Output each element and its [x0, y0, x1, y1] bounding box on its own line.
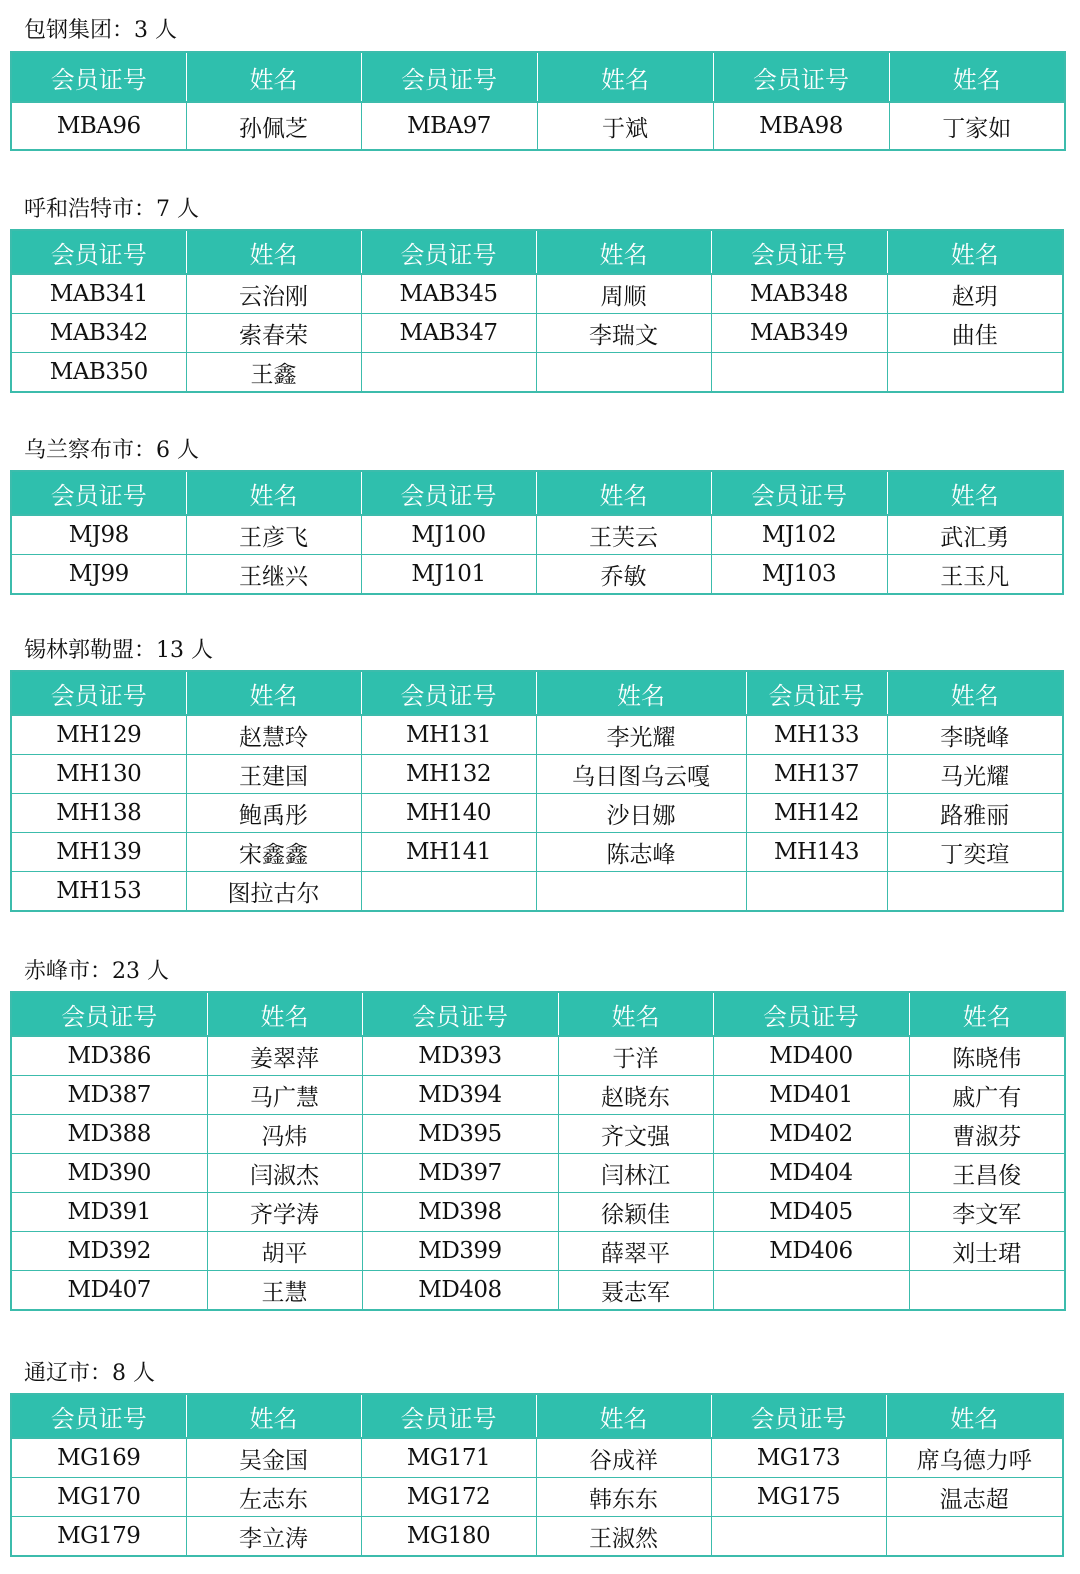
- member-id: MJ101: [361, 555, 536, 595]
- member-name: 曲佳: [887, 314, 1063, 353]
- member-id: MAB347: [361, 314, 536, 353]
- member-name: 聂志军: [558, 1271, 713, 1311]
- member-id: MAB345: [361, 274, 536, 314]
- member-name: 丁奕瑄: [887, 833, 1063, 872]
- table-row: [11, 715, 1063, 755]
- header-name: 姓名: [207, 992, 362, 1036]
- member-id: MAB349: [711, 314, 887, 353]
- member-id: MD408: [362, 1271, 558, 1311]
- member-id: MAB348: [711, 274, 887, 314]
- member-id: MH137: [746, 755, 887, 794]
- member-id: MD405: [713, 1193, 909, 1232]
- member-id: MG170: [11, 1478, 186, 1517]
- member-name: 于斌: [537, 102, 713, 150]
- member-name: 韩东东: [536, 1478, 711, 1517]
- table-header-row: [11, 992, 1065, 1036]
- section-title: 包钢集团：3 人: [24, 18, 177, 43]
- header-id: 会员证号: [711, 230, 887, 274]
- section-title: 呼和浩特市：7 人: [24, 197, 199, 222]
- header-name: 姓名: [186, 471, 361, 515]
- member-name: 马光耀: [887, 755, 1063, 794]
- member-id: MD398: [362, 1193, 558, 1232]
- member-id: MG169: [11, 1438, 186, 1478]
- member-id: MH138: [11, 794, 186, 833]
- member-id: MD399: [362, 1232, 558, 1271]
- member-id: MAB341: [11, 274, 186, 314]
- table-row: [11, 314, 1063, 353]
- table-row: [11, 755, 1063, 794]
- member-id: MD400: [713, 1036, 909, 1076]
- header-id: 会员证号: [362, 992, 558, 1036]
- header-name: 姓名: [909, 992, 1065, 1036]
- section-title: 通辽市：8 人: [24, 1361, 155, 1386]
- member-id: MD401: [713, 1076, 909, 1115]
- member-name: 乌日图乌云嘎: [536, 755, 746, 794]
- header-id: 会员证号: [11, 671, 186, 715]
- table-header-row: [11, 230, 1063, 274]
- table-row: [11, 1517, 1063, 1557]
- member-name: 李瑞文: [536, 314, 711, 353]
- header-id: 会员证号: [361, 52, 537, 102]
- member-table: [10, 1393, 1064, 1557]
- member-name: 席乌德力呼: [886, 1438, 1063, 1478]
- member-table: [10, 991, 1066, 1311]
- member-name: 谷成祥: [536, 1438, 711, 1478]
- table-header-row: [11, 471, 1063, 515]
- table-row: [11, 1036, 1065, 1076]
- member-name: 于洋: [558, 1036, 713, 1076]
- member-name: [887, 353, 1063, 393]
- header-name: 姓名: [887, 471, 1063, 515]
- member-id: MD395: [362, 1115, 558, 1154]
- header-name: 姓名: [886, 1394, 1063, 1438]
- section-title: 赤峰市：23 人: [24, 959, 169, 984]
- member-name: 王彦飞: [186, 515, 361, 555]
- member-id: MD397: [362, 1154, 558, 1193]
- member-id: MD402: [713, 1115, 909, 1154]
- member-name: 吴金国: [186, 1438, 361, 1478]
- member-id: MBA96: [11, 102, 186, 150]
- member-id: MD387: [11, 1076, 207, 1115]
- member-id: MG172: [361, 1478, 536, 1517]
- member-id: MH143: [746, 833, 887, 872]
- header-name: 姓名: [536, 230, 711, 274]
- member-table: [10, 51, 1066, 151]
- member-id: MH130: [11, 755, 186, 794]
- member-id: MH133: [746, 715, 887, 755]
- member-id: MD393: [362, 1036, 558, 1076]
- member-name: 沙日娜: [536, 794, 746, 833]
- table-row: [11, 794, 1063, 833]
- member-id: MD394: [362, 1076, 558, 1115]
- table-row: [11, 555, 1063, 595]
- member-name: 姜翠萍: [207, 1036, 362, 1076]
- member-id: MG175: [711, 1478, 886, 1517]
- table-row: [11, 515, 1063, 555]
- member-name: 闫淑杰: [207, 1154, 362, 1193]
- member-name: 索春荣: [186, 314, 361, 353]
- header-name: 姓名: [887, 671, 1063, 715]
- member-name: 路雅丽: [887, 794, 1063, 833]
- member-name: 冯炜: [207, 1115, 362, 1154]
- header-id: 会员证号: [711, 1394, 886, 1438]
- member-id: MD391: [11, 1193, 207, 1232]
- member-id: MD404: [713, 1154, 909, 1193]
- member-name: 王芙云: [536, 515, 711, 555]
- member-id: MAB342: [11, 314, 186, 353]
- table-row: [11, 1438, 1063, 1478]
- member-name: 宋鑫鑫: [186, 833, 361, 872]
- member-name: 赵玥: [887, 274, 1063, 314]
- member-table: [10, 470, 1064, 595]
- member-id: MH141: [361, 833, 536, 872]
- header-name: 姓名: [537, 52, 713, 102]
- table-row: [11, 1193, 1065, 1232]
- header-id: 会员证号: [361, 671, 536, 715]
- member-name: 周顺: [536, 274, 711, 314]
- member-name: 赵慧玲: [186, 715, 361, 755]
- member-name: 薛翠平: [558, 1232, 713, 1271]
- header-id: 会员证号: [11, 52, 186, 102]
- member-id: MBA98: [713, 102, 889, 150]
- table-row: [11, 833, 1063, 872]
- table-row: [11, 102, 1065, 150]
- member-id: [361, 872, 536, 912]
- header-name: 姓名: [887, 230, 1063, 274]
- member-name: [536, 872, 746, 912]
- member-id: MH153: [11, 872, 186, 912]
- member-id: MG180: [361, 1517, 536, 1557]
- member-name: [909, 1271, 1065, 1311]
- member-id: MD390: [11, 1154, 207, 1193]
- header-id: 会员证号: [713, 52, 889, 102]
- member-name: 戚广有: [909, 1076, 1065, 1115]
- member-name: 李晓峰: [887, 715, 1063, 755]
- member-name: 陈晓伟: [909, 1036, 1065, 1076]
- member-name: 王淑然: [536, 1517, 711, 1557]
- member-name: [887, 872, 1063, 912]
- member-id: MH131: [361, 715, 536, 755]
- header-name: 姓名: [536, 471, 711, 515]
- member-id: [713, 1271, 909, 1311]
- header-name: 姓名: [186, 52, 361, 102]
- member-name: 齐文强: [558, 1115, 713, 1154]
- member-name: 王继兴: [186, 555, 361, 595]
- member-name: 武汇勇: [887, 515, 1063, 555]
- member-id: [711, 1517, 886, 1557]
- member-id: MH140: [361, 794, 536, 833]
- member-name: 鲍禹彤: [186, 794, 361, 833]
- member-name: 徐颖佳: [558, 1193, 713, 1232]
- table-header-row: [11, 671, 1063, 715]
- table-header-row: [11, 1394, 1063, 1438]
- member-id: MH129: [11, 715, 186, 755]
- member-name: 王鑫: [186, 353, 361, 393]
- member-name: 云治刚: [186, 274, 361, 314]
- member-id: MJ103: [711, 555, 887, 595]
- table-row: [11, 1076, 1065, 1115]
- header-id: 会员证号: [361, 1394, 536, 1438]
- member-id: [746, 872, 887, 912]
- member-table: [10, 229, 1064, 393]
- header-id: 会员证号: [11, 992, 207, 1036]
- member-id: MH139: [11, 833, 186, 872]
- member-id: MD392: [11, 1232, 207, 1271]
- header-id: 会员证号: [711, 471, 887, 515]
- member-id: MG171: [361, 1438, 536, 1478]
- member-name: 孙佩芝: [186, 102, 361, 150]
- member-name: 左志东: [186, 1478, 361, 1517]
- member-name: [536, 353, 711, 393]
- member-name: 丁家如: [942, 115, 1012, 142]
- header-name: 姓名: [186, 671, 361, 715]
- header-id: 会员证号: [361, 230, 536, 274]
- section-title: 锡林郭勒盟：13 人: [24, 638, 213, 663]
- header-name: 姓名: [558, 992, 713, 1036]
- member-name: 赵晓东: [558, 1076, 713, 1115]
- member-name: 图拉古尔: [186, 872, 361, 912]
- header-name: 姓名: [186, 1394, 361, 1438]
- header-id: 会员证号: [11, 230, 186, 274]
- member-name: 王昌俊: [909, 1154, 1065, 1193]
- member-name: 李光耀: [536, 715, 746, 755]
- member-name: 李立涛: [186, 1517, 361, 1557]
- table-row: [11, 872, 1063, 912]
- member-id: MD388: [11, 1115, 207, 1154]
- member-id: MBA97: [361, 102, 537, 150]
- table-row: [11, 1232, 1065, 1271]
- member-name: 王玉凡: [940, 563, 1010, 590]
- header-id: 会员证号: [746, 671, 887, 715]
- table-row: [11, 353, 1063, 393]
- member-id: MAB350: [11, 353, 186, 393]
- section-title: 乌兰察布市：6 人: [24, 438, 199, 463]
- member-id: MH132: [361, 755, 536, 794]
- table-row: [11, 1154, 1065, 1193]
- table-row: [11, 274, 1063, 314]
- member-id: MD406: [713, 1232, 909, 1271]
- header-id: 会员证号: [361, 471, 536, 515]
- member-id: MD407: [11, 1271, 207, 1311]
- member-name: 曹淑芬: [909, 1115, 1065, 1154]
- member-id: MH142: [746, 794, 887, 833]
- member-name: 胡平: [207, 1232, 362, 1271]
- header-id: 会员证号: [11, 471, 186, 515]
- member-name: 王慧: [207, 1271, 362, 1311]
- member-table: [10, 670, 1064, 912]
- member-id: MG173: [711, 1438, 886, 1478]
- member-id: [361, 353, 536, 393]
- header-name: 姓名: [186, 230, 361, 274]
- member-name: 刘士珺: [909, 1232, 1065, 1271]
- member-name: 王建国: [186, 755, 361, 794]
- header-name: 姓名: [536, 671, 746, 715]
- member-name: 齐学涛: [207, 1193, 362, 1232]
- member-id: MJ102: [711, 515, 887, 555]
- member-name: 陈志峰: [536, 833, 746, 872]
- member-id: MJ100: [361, 515, 536, 555]
- member-id: MD386: [11, 1036, 207, 1076]
- member-id: MJ99: [11, 555, 186, 595]
- member-name: 闫林江: [558, 1154, 713, 1193]
- table-header-row: [11, 52, 1065, 102]
- member-id: MJ98: [11, 515, 186, 555]
- member-name: [886, 1517, 1063, 1557]
- header-id: 会员证号: [713, 992, 909, 1036]
- member-name: 李文军: [909, 1193, 1065, 1232]
- header-name: 姓名: [536, 1394, 711, 1438]
- table-row: [11, 1115, 1065, 1154]
- table-row: [11, 1271, 1065, 1311]
- header-name: 姓名: [889, 52, 1065, 102]
- header-id: 会员证号: [11, 1394, 186, 1438]
- member-id: [711, 353, 887, 393]
- member-name: 温志超: [886, 1478, 1063, 1517]
- member-name: 马广慧: [207, 1076, 362, 1115]
- member-name: 乔敏: [536, 555, 711, 595]
- table-row: [11, 1478, 1063, 1517]
- member-id: MG179: [11, 1517, 186, 1557]
